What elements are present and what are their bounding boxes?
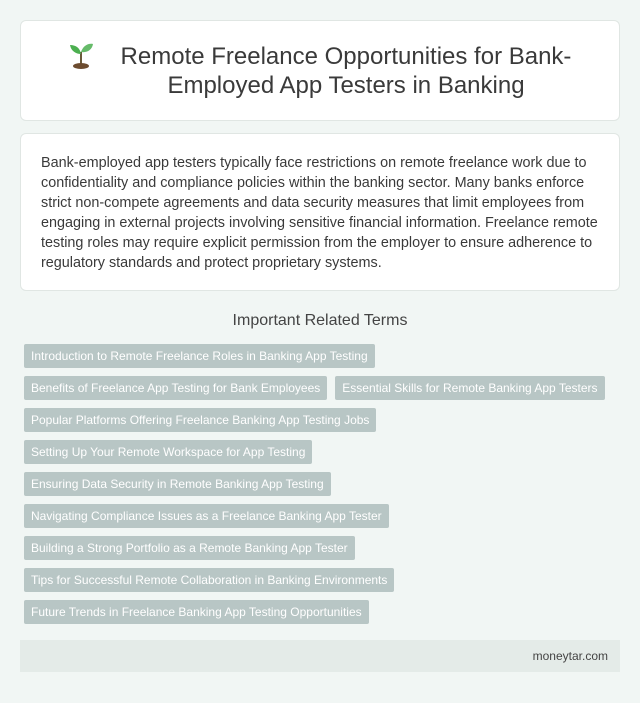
related-term-tag[interactable]: Navigating Compliance Issues as a Freelance Banking App Tester: [24, 504, 389, 528]
related-term-tag[interactable]: Building a Strong Portfolio as a Remote Banking App Tester: [24, 536, 355, 560]
description-text: Bank-employed app testers typically face restrictions on remote freelance work due to confidentiality and compliance policies within the banking sector. Many banks enforce strict non-compete agreements and data security measures that limit employees from engaging in external projects involving sensitive financial information. Freelance remote testing roles may require explicit permission from the employer to ensure adherence to regulatory standards and protect proprietary systems.: [41, 155, 598, 271]
footer-site-link[interactable]: moneytar.com: [532, 649, 608, 663]
terms-row: [24, 536, 624, 560]
description-card: [20, 133, 620, 291]
related-term-tag[interactable]: Benefits of Freelance App Testing for Bank Employees: [24, 376, 327, 400]
terms-row: [24, 344, 624, 368]
title-card: [20, 20, 620, 121]
footer-bar: [20, 640, 620, 672]
terms-row: [24, 408, 624, 432]
related-term-tag[interactable]: Tips for Successful Remote Collaboration in Banking Environments: [24, 568, 394, 592]
related-term-tag[interactable]: Ensuring Data Security in Remote Banking App Testing: [24, 472, 331, 496]
terms-row: [24, 440, 624, 464]
sprout-icon: [64, 36, 98, 70]
title-wrap: [64, 42, 576, 100]
related-terms-heading: Important Related Terms: [232, 312, 408, 329]
page-title: Remote Freelance Opportunities for Bank-Employed App Testers in Banking: [120, 42, 572, 99]
related-term-tag[interactable]: Essential Skills for Remote Banking App Testers: [335, 376, 604, 400]
related-term-tag[interactable]: Future Trends in Freelance Banking App Testing Opportunities: [24, 600, 369, 624]
related-term-tag[interactable]: Setting Up Your Remote Workspace for App Testing: [24, 440, 312, 464]
terms-row: [24, 568, 624, 592]
terms-row: [24, 600, 624, 624]
terms-row: [24, 472, 624, 496]
related-terms-list: [24, 344, 624, 632]
related-term-tag[interactable]: Introduction to Remote Freelance Roles in Banking App Testing: [24, 344, 375, 368]
related-term-tag[interactable]: Popular Platforms Offering Freelance Banking App Testing Jobs: [24, 408, 376, 432]
terms-row: [24, 376, 624, 400]
terms-row: [24, 504, 624, 528]
